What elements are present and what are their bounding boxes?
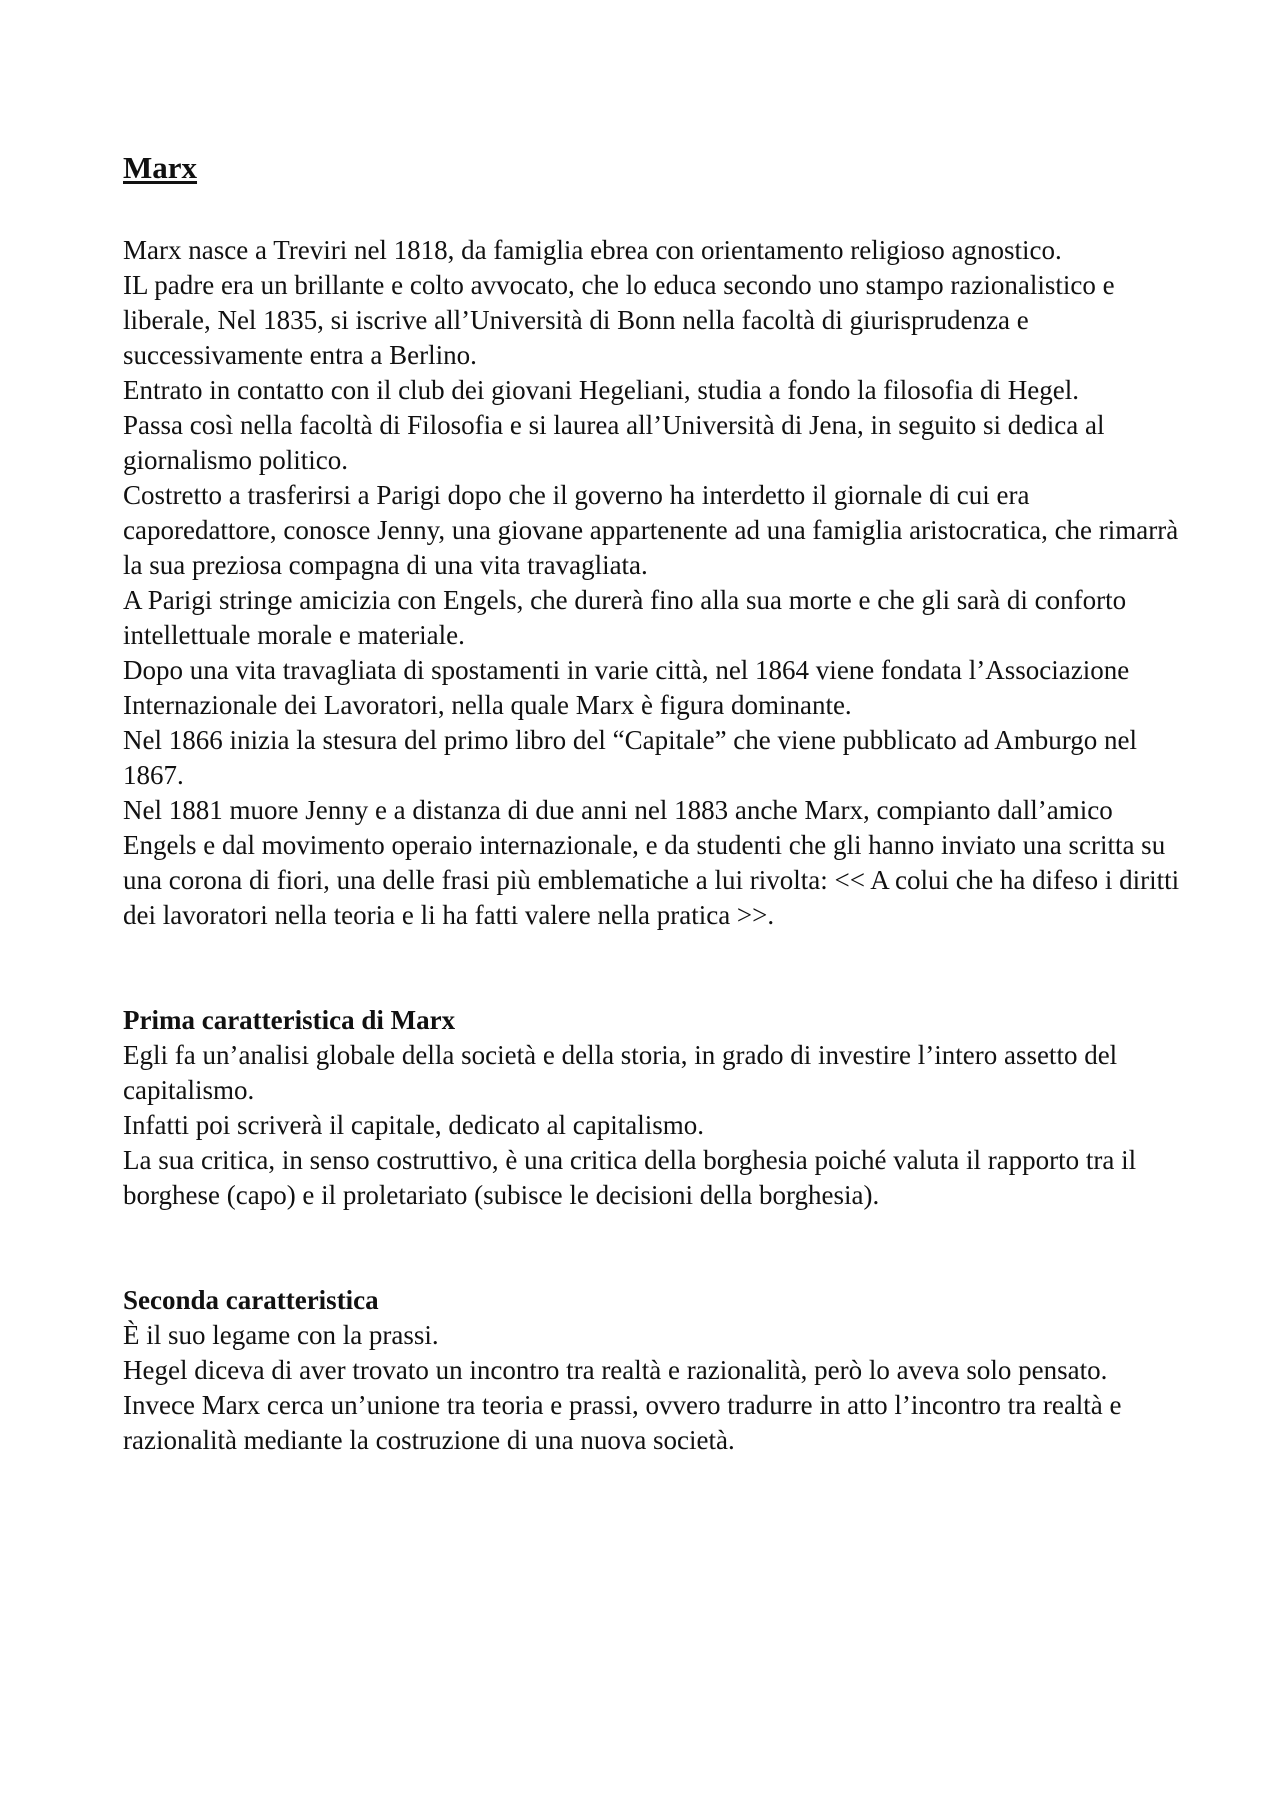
section-seconda-caratteristica <box>123 1283 1183 1458</box>
intro-paragraph: Passa così nella facoltà di Filosofia e si laurea all’Università di Jena, in seguito si dedica al giornalismo politico. <box>123 410 1105 475</box>
intro-block <box>123 233 1183 933</box>
intro-paragraph: Marx nasce a Treviri nel 1818, da famiglia ebrea con orientamento religioso agnostico. <box>123 235 1062 265</box>
intro-paragraph: Costretto a trasferirsi a Parigi dopo che il governo ha interdetto il giornale di cui era caporedattore, conosce Jenny, una giovane appartenente ad una famiglia aristocratica, che rimarrà la sua preziosa compagna di una vita travagliata. <box>123 480 1179 580</box>
intro-paragraph: Nel 1866 inizia la stesura del primo libro del “Capitale” che viene pubblicato ad Amburgo nel 1867. <box>123 725 1137 790</box>
section-paragraph: Egli fa un’analisi globale della società e della storia, in grado di investire l’intero assetto del capitalismo. <box>123 1040 1118 1105</box>
section-prima-caratteristica <box>123 1003 1183 1213</box>
section-paragraph: Invece Marx cerca un’unione tra teoria e prassi, ovvero tradurre in atto l’incontro tra realtà e razionalità mediante la costruzione di una nuova società. <box>123 1390 1122 1455</box>
intro-paragraph: Entrato in contatto con il club dei giovani Hegeliani, studia a fondo la filosofia di Hegel. <box>123 375 1079 405</box>
section-paragraph: Infatti poi scriverà il capitale, dedicato al capitalismo. <box>123 1110 705 1140</box>
section-heading: Seconda caratteristica <box>123 1285 379 1315</box>
intro-paragraph: A Parigi stringe amicizia con Engels, che durerà fino alla sua morte e che gli sarà di conforto intellettuale morale e materiale. <box>123 585 1127 650</box>
section-heading: Prima caratteristica di Marx <box>123 1005 456 1035</box>
section-paragraph: Hegel diceva di aver trovato un incontro tra realtà e razionalità, però lo aveva solo pensato. <box>123 1355 1108 1385</box>
section-paragraph: È il suo legame con la prassi. <box>123 1320 439 1350</box>
intro-paragraph: Nel 1881 muore Jenny e a distanza di due anni nel 1883 anche Marx, compianto dall’amico Engels e dal movimento operaio internazionale, e da studenti che gli hanno inviato una scritta su una corona di fiori, una delle frasi più emblematiche a lui rivolta: << A colui che ha difeso i diritti dei lavoratori nella teoria e li ha fatti valere nella pratica >>. <box>123 795 1180 930</box>
intro-paragraph: IL padre era un brillante e colto avvocato, che lo educa secondo uno stampo razionalistico e liberale, Nel 1835, si iscrive all’Università di Bonn nella facoltà di giurisprudenza e successivamente entra a Berlino. <box>123 270 1115 370</box>
intro-paragraph: Dopo una vita travagliata di spostamenti in varie città, nel 1864 viene fondata l’Associazione Internazionale dei Lavoratori, nella quale Marx è figura dominante. <box>123 655 1130 720</box>
document-page <box>123 148 1183 1458</box>
section-paragraph: La sua critica, in senso costruttivo, è una critica della borghesia poiché valuta il rapporto tra il borghese (capo) e il proletariato (subisce le decisioni della borghesia). <box>123 1145 1137 1210</box>
document-title: Marx <box>123 150 198 185</box>
